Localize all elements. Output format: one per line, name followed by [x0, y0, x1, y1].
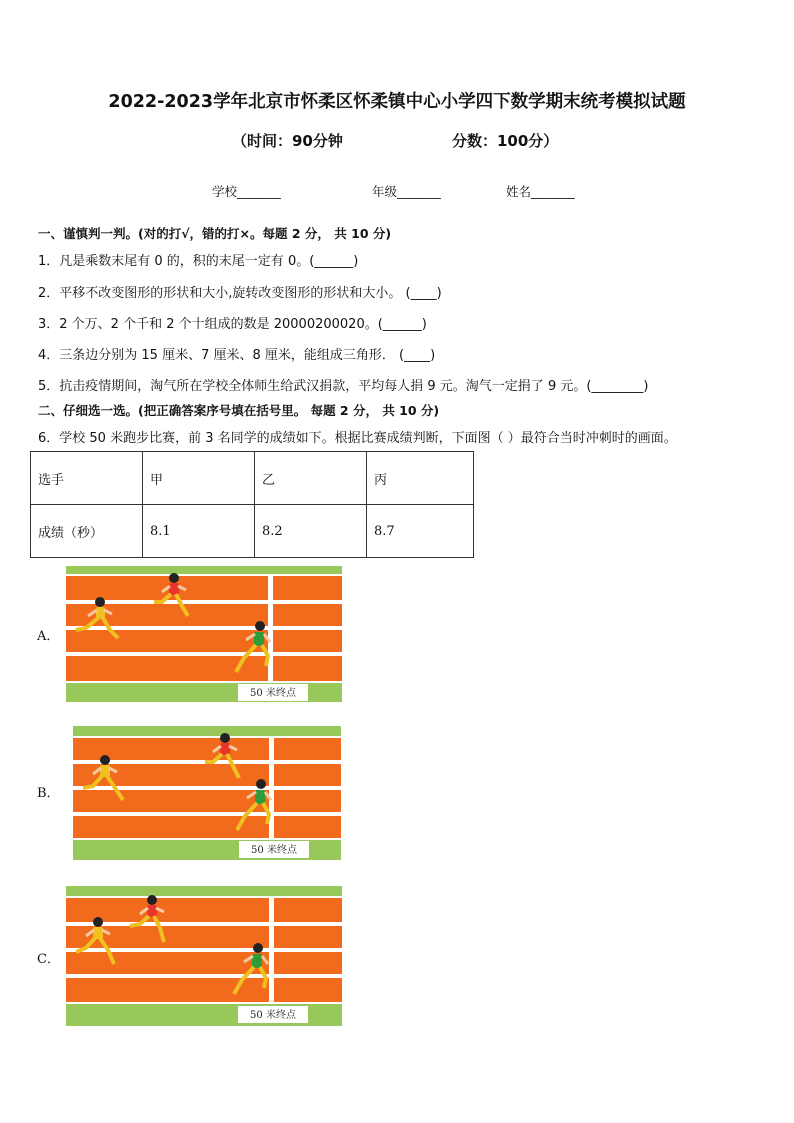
table-cell: 8.2 — [255, 505, 367, 558]
table-row — [31, 505, 474, 558]
question-4: 4．三条边分别为 15 厘米、7 厘米、8 厘米，能组成三角形． (____) — [38, 348, 436, 363]
question-5: 5．抗击疫情期间，淘气所在学校全体师生给武汉捐款，平均每人捐 9 元。淘气一定捐了 9 元。(________) — [38, 379, 649, 394]
option-c-figure[interactable] — [66, 886, 342, 1026]
question-3: 3．2 个万、2 个千和 2 个十组成的数是 20000200020。(______) — [38, 317, 427, 332]
name-field[interactable]: 姓名_______ — [506, 184, 575, 199]
table-header-cell: 选手 — [31, 452, 143, 505]
grade-field[interactable]: 年级_______ — [372, 184, 441, 199]
finish-label: 50 米终点 — [250, 688, 296, 699]
option-b-label: B． — [37, 786, 60, 801]
finish-label: 50 米终点 — [251, 845, 297, 856]
option-b-figure[interactable] — [73, 726, 341, 860]
table-cell: 8.1 — [143, 505, 255, 558]
table-row-label: 成绩（秒） — [31, 505, 143, 558]
exam-time: （时间：90分钟 — [232, 132, 343, 150]
option-a-label: A． — [37, 629, 60, 644]
question-2: 2．平移不改变图形的形状和大小,旋转改变图形的形状和大小。 (____) — [38, 286, 442, 301]
page-title: 2022-2023学年北京市怀柔区怀柔镇中心小学四下数学期末统考模拟试题 — [108, 92, 686, 112]
table-header-cell: 丙 — [367, 452, 474, 505]
table-header-cell: 乙 — [255, 452, 367, 505]
table-cell: 8.7 — [367, 505, 474, 558]
school-field[interactable]: 学校_______ — [212, 184, 281, 199]
exam-score: 分数：100分） — [452, 132, 559, 150]
option-c-label: C． — [37, 952, 60, 967]
question-6: 6．学校 50 米跑步比赛，前 3 名同学的成绩如下。根据比赛成绩判断，下面图（ ）最符合当时冲刺时的画面。 — [38, 431, 677, 446]
finish-label: 50 米终点 — [250, 1010, 296, 1021]
question-1: 1．凡是乘数末尾有 0 的，积的末尾一定有 0。(______) — [38, 254, 359, 269]
option-a-figure[interactable] — [66, 566, 342, 702]
section1-heading: 一、谨慎判一判。(对的打√，错的打×。每题 2 分， 共 10 分) — [38, 226, 392, 241]
table-header-row — [31, 452, 474, 505]
score-table — [30, 451, 474, 558]
table-header-cell: 甲 — [143, 452, 255, 505]
section2-heading: 二、仔细选一选。(把正确答案序号填在括号里。 每题 2 分， 共 10 分) — [38, 403, 440, 418]
